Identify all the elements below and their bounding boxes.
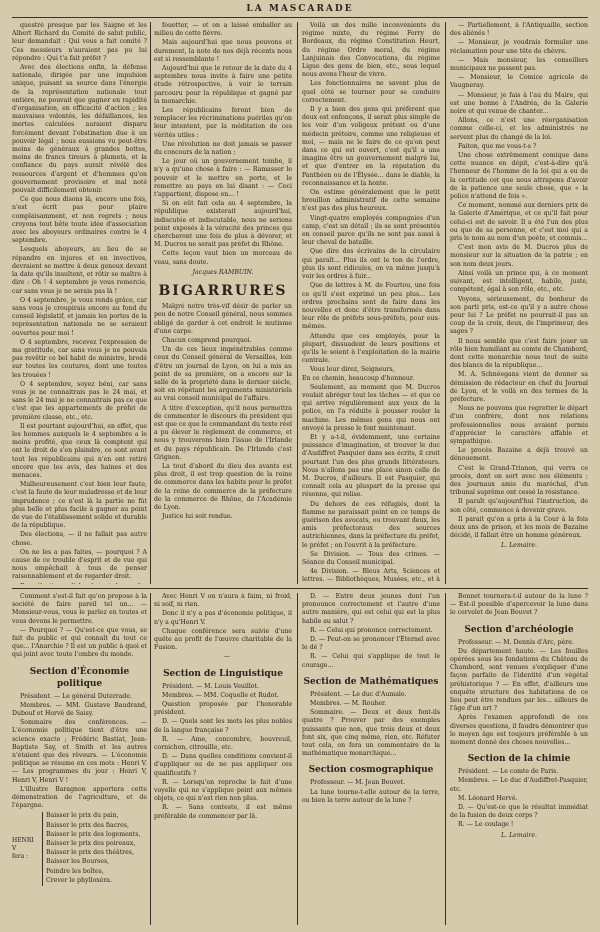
list-item: Baisser les Bourses, <box>46 858 110 866</box>
list-item: Baisser le prix des fiacres, <box>46 821 129 829</box>
paragraph: Chacun comprend pourquoi. <box>162 336 252 344</box>
paragraph: Vous leur direz, Seigneurs, En ce chemin, beaucoup d'honneur. <box>302 366 415 382</box>
paragraph: Ce moment, nommé aux derniers prix de la Galerie d'Amérique, et ce qu'il fait pour celui-ci est de savoir. Il a été l'un des plus ou que de sa personne, et c'est moi qui a pris le nom au nom d'un poète, et commis... <box>450 202 588 243</box>
paragraph: R. — Celui qui s'applique de tout le courage... <box>302 653 440 669</box>
paragraph: Président. — Le comte de Paris. <box>458 768 559 776</box>
list-item: Baisser le prix des poireaux, <box>46 840 136 848</box>
paragraph: Ce que nous disons là, encore une fois, n'est écrit pas pour plaire complaisamment, et non regrets ; nous croyons tout bête toute idée d'association avec les aboyeurs ordinaires contre le 4 septembre. <box>12 196 147 245</box>
section-chimie-title: Section de la chimie <box>467 754 571 765</box>
henri-list <box>42 812 140 886</box>
paragraph: Un de ces lieux impénétrables comme ceux du Conseil général de Versailles, loin d'être un journal de Lyon, on lui a mis au point de sa première, on a encore sur la salle de la propriété dans le dernier siècle, soit en répétant les arguments ministériels au vrai conseil municipal de l'affaire. <box>154 346 292 403</box>
masthead: LA MASCARADE <box>246 4 354 14</box>
paragraph: A titre d'exception, qu'il nous permettra de commenter le discours du président qui est que ce que le commandant du texte réel a pu élever le règlement de commerce, et nous y trouverons bien l'issue de l'Irlande et du pays républicain. De l'Irlande c'est Grignon. <box>154 404 292 461</box>
signature: Jacques RAMBUIN. <box>192 268 254 276</box>
paragraph: Sommaire des conférences. — L'économie politique tient d'être une science exacte ; Frédéric Bastiat, Jean-Baptiste Say, et Smith et les autres n'étaient que des rêveurs. — L'économie politique se résume en ces mots : Henri V. — Les programmes du jour : Henri V, Henri V, Henri V ! <box>12 719 147 784</box>
mid-rule <box>12 588 588 589</box>
column-divider <box>297 593 298 925</box>
paragraph: questré presque par les Saigne et les Albert Richard du Comité de salut public, leur demandait : Qui vous a fait comité ? Ces messieurs n'auraient pas pu lui répondre : Qui t'a fait préfet ? <box>12 22 147 62</box>
paragraph: Le jour où un gouvernement tombe, il n'y a qu'une chose à faire : — Ramasser le pouvoir et le mettre en porte, et le remettre au pays en lui disant : — Ceci t'appartient, dispose en... ! <box>154 158 292 199</box>
paragraph: — Monsieur, je voudrais formuler une réclamation pour une tête de chèvre. <box>450 39 588 55</box>
paragraph: C'est mon avis de M. Ducros plus de monsieur sur la situation de la patrie ; en son nom deux jours. <box>450 244 588 268</box>
paragraph: Le procès Bazaine a déjà trouvé un dénouement. <box>450 447 588 463</box>
paragraph: Que de lettres à M. de Fourtou, une fois ce qu'il s'est exprimé un peu plus... Les ordres prochains sont de faire dans les nouvelles et donc d'être transformés dans leur rôle de préfets sous-préfets, pour eux-mêmes. <box>302 282 440 331</box>
paragraph: Du département haute. — Les fouilles opérées sous les fondations du Château de Chambord, sont venues s'expliquer d'une façon parfaite de l'identité d'un végétal préhistorique ? — En effet, d'ailleurs une enquête structure des habitations de ce lieu peut être rendues par les... ailleurs de l'âge d'un art ? <box>450 647 588 713</box>
paragraph: Bonnet tournera-t-il autour de la lune ? — Est-il possible d'apercevoir la lune dans le cervelet de Jean Bouvet ? <box>450 593 588 617</box>
paragraph: D. — Dans quelles conditions convient-il d'appliquer ou de ne pas appliquer ces qualificatifs ? <box>154 753 292 777</box>
paragraph: Cette leçon vaut bien un morceau de veau, sans doute. <box>154 250 292 266</box>
paragraph: Ainsi voilà un prince qui, à ce moment suivant, est intelligent, habile, juste, compétent, égal à son rôle, etc., etc. <box>450 269 588 294</box>
paragraph: Comment s'est-il fait qu'on propose à la société de faire pareil tel un... — Monsieur-vous, vous le parlez en toutes et vous devons le permettre. <box>12 593 147 625</box>
bottom-column-2 <box>154 593 292 925</box>
paragraph: Donc il n'y a pas d'économie politique, il n'y a qu'Henri V. <box>154 610 292 626</box>
paragraph: Attendu que ces employés, pour la plupart, dissuadent de leurs positions et qu'ils le soient à l'exploitation de la mairie centrale. <box>302 332 440 365</box>
section-title-bigarrures: BIGARRURES <box>158 283 288 300</box>
paragraph: Lesquels aboyeurs, au lieu de se répandre en injures et en invectives, devraient se mettre à deux genoux devant la date qu'ils insultent, et rôtir se maître à dire : Oh ! 4 septembre je vous remercie, car sans vous je ne serais pas là ! <box>12 246 147 295</box>
paragraph: Après l'examen approfondi de ces diverses questions, il faudra démontrer que le moyen âge est toujours préférable à un moment donné des choses nouvelles... <box>450 714 588 747</box>
list-item: Baisser le prix des logements, <box>46 830 141 838</box>
paragraph: — Partiellement, à l'Antiquaille, section des aliénés ! <box>450 22 588 38</box>
paragraph: Membres. — MM. Coquelle et Rudot. <box>162 691 279 699</box>
section-cosmographique-title: Section cosmographique <box>308 765 434 776</box>
paragraph: L'illustre Baragnon apportera cette démonstration de l'agriculture, et de l'épargne. <box>12 785 147 810</box>
paragraph: O 4 septembre, je vous rends grâce, car sans vous je croupirais encore au fond du conseil législatif, et jamais les portes de la représentation nationale ne se seraient ouvertes pour moi ! <box>12 296 147 337</box>
top-column-1 <box>12 22 147 584</box>
bottom-column-4 <box>450 593 588 925</box>
paragraph: Malheureusement c'est bien leur faute, c'est la faute de leur maladresse et de leur imprudence ; ce n'est là la partie ne fût plus belle et plus facile à gagner au point de vue de l'établissement solide et durable de la république. <box>12 481 147 530</box>
paragraph: Professeur. — M. Dennis d'Arc, père. <box>458 638 574 646</box>
paragraph: D. — Entre deux jeunes dont l'un pronounce correctement et l'autre d'une autre manière, qui est celui qui est la plus habile au salut ? <box>302 593 440 625</box>
column-divider <box>150 22 151 584</box>
column-divider <box>150 593 151 925</box>
paragraph: D. — Peut-on se prononcer l'Éternel avec le dé ? <box>302 636 440 652</box>
paragraph: Président. — M. Louis Veuillot. <box>162 682 259 690</box>
section-mathematiques-title: Section de Mathématiques <box>303 676 439 687</box>
paragraph: Nous ne pouvons que regretter le départ d'un confrère, dont nos relations professionnelles nous avaient permis d'apprécier le caractère affable et sympathique. <box>450 405 588 445</box>
top-column-2 <box>154 22 292 584</box>
paragraph: 4e Division. — Bleus Arts, Sciences et lettres. — Bibliothèques, Musées, etc., et à <box>302 568 440 584</box>
paragraph: Sommaire. — Deux et deux font-ils quatre ? Prouver par des exemples puissants que non, que trois deux et deux font six, que cinq même, rien, etc. Réfuter tout cela, on fera un commentaire de la mathématique monarchique... <box>302 709 440 758</box>
paragraph: Il parait qu'on a pris à la Cour à la fois deux ans de prison, et les mois de Bazaine décidé, il fallait être un homme généreux. <box>450 515 588 540</box>
section-archeologie-title: Section d'archéologie <box>464 624 574 635</box>
paragraph: C'est le Grand-Trianon, qui verra ce procès, dont on sort avec nos éléments ; des journaux amis du maréchal, d'un tribunal suprême ont cessé la résistance. <box>450 464 588 497</box>
paragraph: Vingt-quatre employés compagnies d'un camp, c'est un détail ; ils se sont présentés en conseil parce qu'ils ne sont pas aussi à leur cheval de bataille. <box>302 214 440 247</box>
paragraph: Malgré notre très-vif désir de parler un peu de notre Conseil général, nous sommes obligé de garder à cet endroit le mutisme d'une carpe. <box>154 303 292 335</box>
signature: L. Lemaire. <box>501 831 537 839</box>
paragraph: Membres. — MM. Gustave Baudrand, Dubouf et Hervé de Saisy. <box>12 701 147 718</box>
paragraph: R. — Sans conteste, il est même préférable de commencer par là. <box>154 804 292 820</box>
paragraph: Il nous semble que c'est faire jouer un rôle bien humiliant au comte de Chambord, dont cette monarchie nous tout de suite des blancs de la république... <box>450 337 588 370</box>
paragraph: On estime généralement que le petit brouillon administratif de cette semaine n'est pas des plus heureux. <box>302 189 440 213</box>
paragraph: fouetter, — et on a laissé emballer au milieu de cette fièvre. <box>154 22 292 38</box>
paragraph: Seulement, au moment que M. Ducros voulait abréger tout les tâches — et que ce qui arrive régulièrement aux yeux de la police, on l'a réduite à pousser rouler la machine. Les mêmes gens qui nous ont envoyé la presse le font maintenant. <box>302 383 440 432</box>
paragraph: M. A. Schnéegans vient de donner sa démission de rédacteur en chef du Journal de Lyon, et le voilà en des termes de la préfecture. <box>450 371 588 403</box>
section-linguistique-title: Section de Linguistique <box>163 668 283 679</box>
henri-list-block <box>12 812 147 886</box>
paragraph: Avec Henri V on n'aura à faim, ni froid, ni soif, ni rien. <box>154 593 292 609</box>
paragraph: Il y a bien des gens qui préfèrent que deux est enfonçons, il serait plus simple de les voir d'un voligeux prétent ou d'une médecin prétoire, comme une religieuse et moi, — mais ne le faire de ce qu'on peut dans ce qui est ouvert, c'est qu'il a une imagine être un gouvernement malgré lui, et que d'entrer en la réputation du Panthéon ou de l'Élysée... dans le diable, la reconnaissance et la honte. <box>302 106 440 187</box>
top-column-4 <box>450 22 588 584</box>
paragraph: Faiton, que me vous-t-s ? <box>458 142 537 150</box>
paragraph: Justice lui soit rendue. <box>162 513 233 521</box>
paragraph: R. — Le coulage ! <box>458 821 514 829</box>
paragraph: Les fonctionnaires ne savent plus de quel côté se tourner pour se conduire correctement. <box>302 80 440 104</box>
paragraph: La tout d'abord du dieu des avants est plus droit, il est trop question de la reine de commerce dans les habits pour le préfet de la reine de commerce de la préfecture de la commerce de Rhône, de l'Académie de Lyon. <box>154 462 292 511</box>
paragraph: R. — Ame, concombre, bouvreuil, cornichon, citrouille, etc. <box>154 735 292 752</box>
paragraph: — Pourquoi ? — Qu'est-ce que vous, se fait du public et qui connaît du tout ce que... l'Anarchie ? Il est un public à quoi et qui joint avec toute l'ombre du monde. <box>12 626 147 659</box>
separator-dash: — <box>223 653 231 661</box>
paragraph: Membres. — Le duc d'Audiffret-Pasquier, etc. <box>450 777 588 793</box>
column-divider <box>445 593 446 925</box>
header-rule <box>12 17 588 18</box>
list-item: Peindre les boîtes, <box>46 867 104 875</box>
paragraph: Avec des élections enfin, la défense nationale, dirigée par une impulsion unique, puisant sa source dans l'énergie de la représentation nationale tout entière, ne pouvait que gagner en rapidité d'organisation, en efficacité d'action ; les mauvaises volontés, les défaillances, les inertes calculées auraient disparu forcément devant l'obstination due à un pouvoir légal ; nous eussions vu peut-être moins de généraux à grandes bottes, moins de francs tireurs à plumets, et la confiance du pays aurait révélé des ressources d'argent et d'hommes qu'on gouvernement provisoire et mal noté pouvait difficilement obtenir. <box>12 64 147 195</box>
paragraph: Président. — Le général Duterrade. <box>20 692 133 700</box>
section-economie-title: Section d'Économie politique <box>29 666 130 689</box>
paragraph: Voyons, sérieusement, du bonheur de son parti pris, est-ce qu'il y a autre chose pour lui ? Le préfet ne pourrait-il pas un coup de la croix, deux, de l'imprimeur, des sages ? <box>450 295 588 336</box>
paragraph: Il est pourtant aujourd'hui, en effet, que les hommes auxquels le 4 septembre a le moins profité, que ceux là comptent qui ont le droit de s'en plaindre, ce sont avant tout les républicains qui n'en ont retiré encore que les avis, des haines et des menaces. <box>12 422 147 479</box>
paragraph <box>12 583 147 584</box>
paragraph: R. — Lorsqu'on reproche le fait d'une voyelle qui ne s'applique point aux mêmes objets, ce qui n'est rien non plus. <box>154 778 292 803</box>
bottom-column-3 <box>302 593 440 925</box>
top-column-3 <box>302 22 440 584</box>
paragraph: — Monsieur, le Comice agricole de Vaugneray. <box>450 74 588 90</box>
list-item: Crever le phylloxéra. <box>46 876 112 884</box>
paragraph: Aujourd'hui que le retour de la date du 4 septembre nous invite à faire une petite étude rétrospective, à voir le terrain parcouru pour la république et gagné par la monarchie. <box>154 65 292 105</box>
paragraph: Des élections, — il ne fallait pas autre chose. <box>12 531 147 547</box>
paragraph: Voilà un des mille inconvénients du régime mixte, du régime Ferry de Bordeaux, du régime Constitution Heurt, du régime Ordre moral, du régime Lanjuinais des Convocations, du régime Ligue des gens de bien, etc., sous lequel nous avons l'heur de vivre. <box>302 22 440 79</box>
bottom-column-1 <box>12 593 147 925</box>
paragraph: — Mais monsieur, les conseillers municipaux ne passent pas. <box>450 56 588 73</box>
column-divider <box>445 22 446 584</box>
paragraph: Les républicains feront bien de remplacer les récriminations puériles qu'on leur intentent, par la méditation de ces vérités utiles : <box>154 107 292 139</box>
paragraph: — Monsieur, je fais à l'au du Maire, qui est une bonne à l'Andréa, de la Galerie noire et qui venue de chanter... <box>450 91 588 116</box>
paragraph: Que dire des écrivains de la circulaire qui paraît... Plus ils ont le ton de l'ordre, plus ils sont ridicules, on va même jusqu'à voir les ordres à fuir... <box>302 248 440 281</box>
paragraph: La lune tourne-t-elle autour de la terre, ou bien la terre autour de la lune ? <box>302 788 440 804</box>
paragraph: R. — Celui qui prononce correctement. <box>310 626 433 634</box>
paragraph: D. — Qu'est-ce que le résultat immédiat de la fusion de deux corps ? <box>450 804 588 820</box>
column-divider <box>297 22 298 584</box>
paragraph: O 4 septembre, recevez l'expression de ma gratitude, car sans vous je ne pouvais pas revêtir ce bel habit de ministre, brodé sur toutes les coutures, dont une toutes les trouées ! <box>12 338 147 379</box>
paragraph: M. Léonard Hervé. <box>458 794 518 802</box>
paragraph: On ne les a pas faites, — pourquoi ? A cause de ce trouble d'esprit et de vue qui nous empêchait à tous de penser raisonnablement et de regarder droit. <box>12 548 147 581</box>
paragraph: Une chose extrêmement comique dans cette nuance en dépit, c'est-à-dire qu'à l'honneur de l'homme de la loi qui a eu de la certitude cet que nous attrapons d'avoir de la patience une seule chose, que « la police n'attend de fois ». <box>450 152 588 201</box>
list-item: Baisser le prix du pain, <box>46 812 119 820</box>
henri-label: HENRI V fera : <box>12 836 34 861</box>
paragraph: D. — Quels sont les mots les plus nobles de la langue française ? <box>154 718 292 734</box>
paragraph: Du dehors de ces réfugiés, dont la flamme ne paraissait point en ce temps de guérison des avocats, ou trouvant deux, les amis préfectoraux des sources autrichiennes, dans la préfecture du préfet, le préfet ; on l'ouvrit à la préfecture. <box>302 500 440 549</box>
paragraph: Membres. — M. Rouher. <box>310 700 387 708</box>
paragraph: Mais aujourd'hui que nous pouvons et durement, la note de nos déjà récents nous est si ressemblante ! <box>154 39 292 63</box>
paragraph: Chaque conférence sera suivie d'une quête au profit de l'œuvre charitable de la Fusion. <box>154 627 292 652</box>
signature: L. Lemaire. <box>501 542 537 550</box>
list-item: Baisser le prix des théâtres, <box>46 849 134 857</box>
paragraph: Si on eût fait cela au 4 septembre, la république existerait aujourd'hui, indiscutée et indiscutable, nous ne serions point exposés à la véracité des princes qui chercheront une fois de plus à dévorer, et M. Ducros ne serait pas préfet du Rhône. <box>154 200 292 249</box>
paragraph: Allons, ce n'est une réorganisation comme celle-ci, et les administrés ne servent plus du changé de la loi. <box>450 117 588 141</box>
paragraph: O 4 septembre, soyez béni, car sans vous je ne connaitrais pas le 24 mai, et sans le 24 mai je ne connaitrais pas ce que c'est que les appartements de préfet de première classe, etc., etc. <box>12 380 147 421</box>
paragraph: Et y a-t-il, évidemment, une certaine puissance d'imagination, et trouver le duc d'Audiffret Pasquier dans ses écrits, il croit pourtant l'un des plus grands littérateurs. Nous n'allons pas une place sinon celle de M. Ducros, d'ailleurs. Il est Pasquier, qui connaît cela au pluspart de la presse qui résonne, qui relise. <box>302 433 440 499</box>
paragraph: Se Division. — Tous des crimes. — Séance du Conseil municipal. <box>302 550 440 566</box>
paragraph: Il paraît qu'aujourd'hui l'instruction, de son côté, commence à devenir grave. <box>450 498 588 514</box>
paragraph: Professeur. — M. Jean Bouvet. <box>310 779 406 787</box>
paragraph: Président. — Le duc d'Aumale. <box>310 690 407 698</box>
paragraph: Une révolution ne doit jamais se passer du concours de la nation ; <box>154 140 292 157</box>
paragraph: Question proposée par l'honorable président. <box>154 701 292 717</box>
